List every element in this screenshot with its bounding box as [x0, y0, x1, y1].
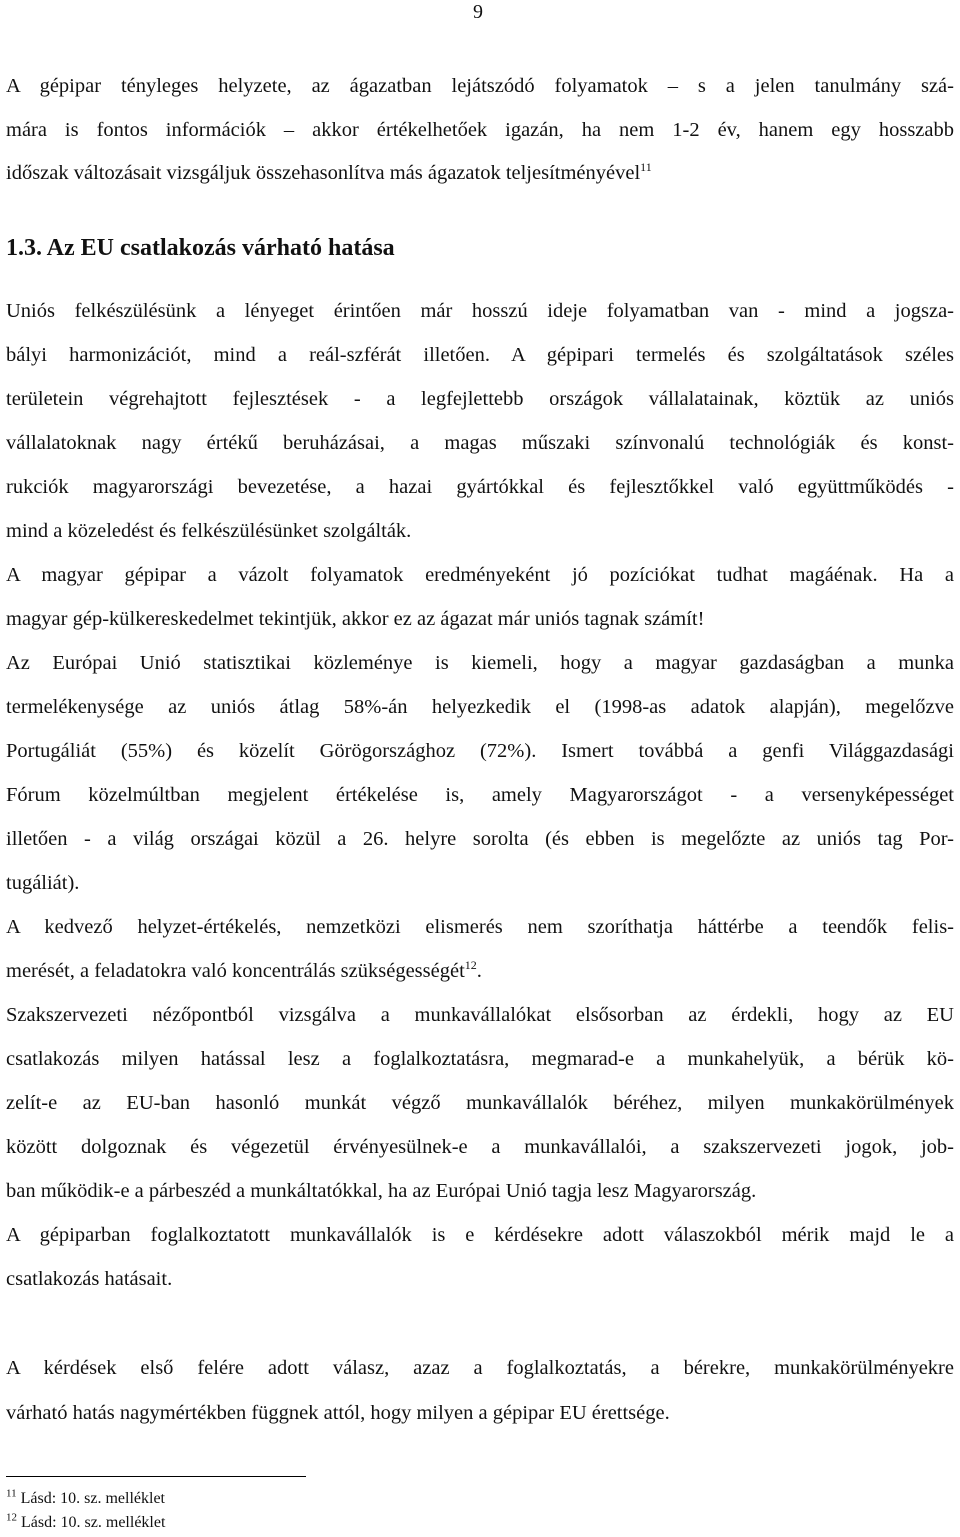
- paragraph-line: mind a közeledést és felkészülésünket szolgálták.: [6, 520, 412, 542]
- paragraph-line: vállalatoknak nagy értékű beruházásai, a magas műszaki színvonalú technológiák és konst-: [6, 432, 954, 454]
- paragraph-line: rukciók magyarországi bevezetése, a hazai gyártókkal és fejlesztőkkel való együttműködés -: [6, 476, 954, 498]
- paragraph-text: időszak változásait vizsgáljuk összehasonlítva más ágazatok teljesítményével: [6, 162, 641, 184]
- paragraph-line: Fórum közelmúltban megjelent értékelése is, amely Magyarországot - a versenyképességet: [6, 784, 954, 806]
- paragraph-line: [6, 161, 954, 185]
- paragraph-line: területein végrehajtott fejlesztések - a legfejlettebb országok vállalatainak, köztük az uniós: [6, 388, 954, 410]
- paragraph-line: tugáliát).: [6, 872, 80, 894]
- paragraph-text: .: [476, 960, 482, 982]
- footnote-reference[interactable]: 12: [464, 958, 477, 973]
- paragraph-line: A magyar gépipar a vázolt folyamatok eredményeként jó pozíciókat tudhat magáénak. Ha a: [6, 564, 954, 586]
- paragraph-line: A gépipar tényleges helyzete, az ágazatban lejátszódó folyamatok – s a jelen tanulmány szá-: [6, 75, 954, 97]
- paragraph-line: Portugáliát (55%) és közelít Görögországhoz (72%). Ismert továbbá a genfi Világgazdasági: [6, 740, 954, 762]
- paragraph-line: zelít-e az EU-ban hasonló munkát végző munkavállalók béréhez, milyen munkakörülmények: [6, 1092, 954, 1114]
- paragraph-line: A kedvező helyzet-értékelés, nemzetközi elismerés nem szoríthatja háttérbe a teendők felis-: [6, 916, 954, 938]
- footnote: [6, 1487, 165, 1508]
- paragraph-line: csatlakozás milyen hatással lesz a foglalkoztatásra, megmarad-e a munkahelyük, a bérük kö-: [6, 1048, 954, 1070]
- paragraph-line: között dolgoznak és végezetül érvényesülnek-e a munkavállalói, a szakszervezeti jogok, job-: [6, 1136, 954, 1158]
- paragraph-line: Az Európai Unió statisztikai közleménye is kiemeli, hogy a magyar gazdaságban a munka: [6, 652, 954, 674]
- footnote-text: Lásd: 10. sz. melléklet: [20, 1490, 165, 1507]
- paragraph-line: A gépiparban foglalkoztatott munkavállalók is e kérdésekre adott válaszokból mérik majd le a: [6, 1224, 954, 1246]
- paragraph-text: merését, a feladatokra való koncentrálás szükségességét: [6, 960, 465, 982]
- paragraph-line: ban működik-e a párbeszéd a munkáltatókkal, ha az Európai Unió tagja lesz Magyarország.: [6, 1180, 757, 1202]
- paragraph-line: mára is fontos információk – akkor értékelhetőek igazán, ha nem 1-2 év, hanem egy hosszabb: [6, 119, 954, 141]
- paragraph-line: várható hatás nagymértékben függnek attól, hogy milyen a gépipar EU érettsége.: [6, 1402, 670, 1424]
- paragraph-line: termelékenysége az uniós átlag 58%-án helyezkedik el (1998-as adatok alapján), megelőzve: [6, 696, 954, 718]
- paragraph-line: Uniós felkészülésünk a lényeget érintően már hosszú ideje folyamatban van - mind a jogsza-: [6, 300, 954, 322]
- paragraph-line: Szakszervezeti nézőpontból vizsgálva a munkavállalókat elsősorban az érdekli, hogy az EU: [6, 1004, 954, 1026]
- page-number: 9: [473, 1, 483, 23]
- footnote-number: 11: [6, 1487, 17, 1500]
- footnote-text: Lásd: 10. sz. melléklet: [21, 1514, 166, 1531]
- footnote-reference[interactable]: 11: [640, 160, 652, 175]
- paragraph-line: [6, 959, 954, 983]
- footnote-separator: [6, 1476, 306, 1477]
- paragraph-line: magyar gép-külkereskedelmet tekintjük, akkor ez az ágazat már uniós tagnak számít!: [6, 608, 705, 630]
- section-heading: 1.3. Az EU csatlakozás várható hatása: [6, 235, 395, 261]
- footnote: [6, 1511, 166, 1532]
- paragraph-line: illetően - a világ országai közül a 26. helyre sorolta (és ebben is megelőzte az uniós tag Por-: [6, 828, 954, 850]
- footnote-number: 12: [6, 1511, 17, 1524]
- paragraph-line: bályi harmonizációt, mind a reál-szférát illetően. A gépipari termelés és szolgáltatások széles: [6, 344, 954, 366]
- paragraph-line: csatlakozás hatásait.: [6, 1268, 173, 1290]
- paragraph-line: A kérdések első felére adott válasz, azaz a foglalkoztatás, a bérekre, munkakörülményekre: [6, 1357, 954, 1379]
